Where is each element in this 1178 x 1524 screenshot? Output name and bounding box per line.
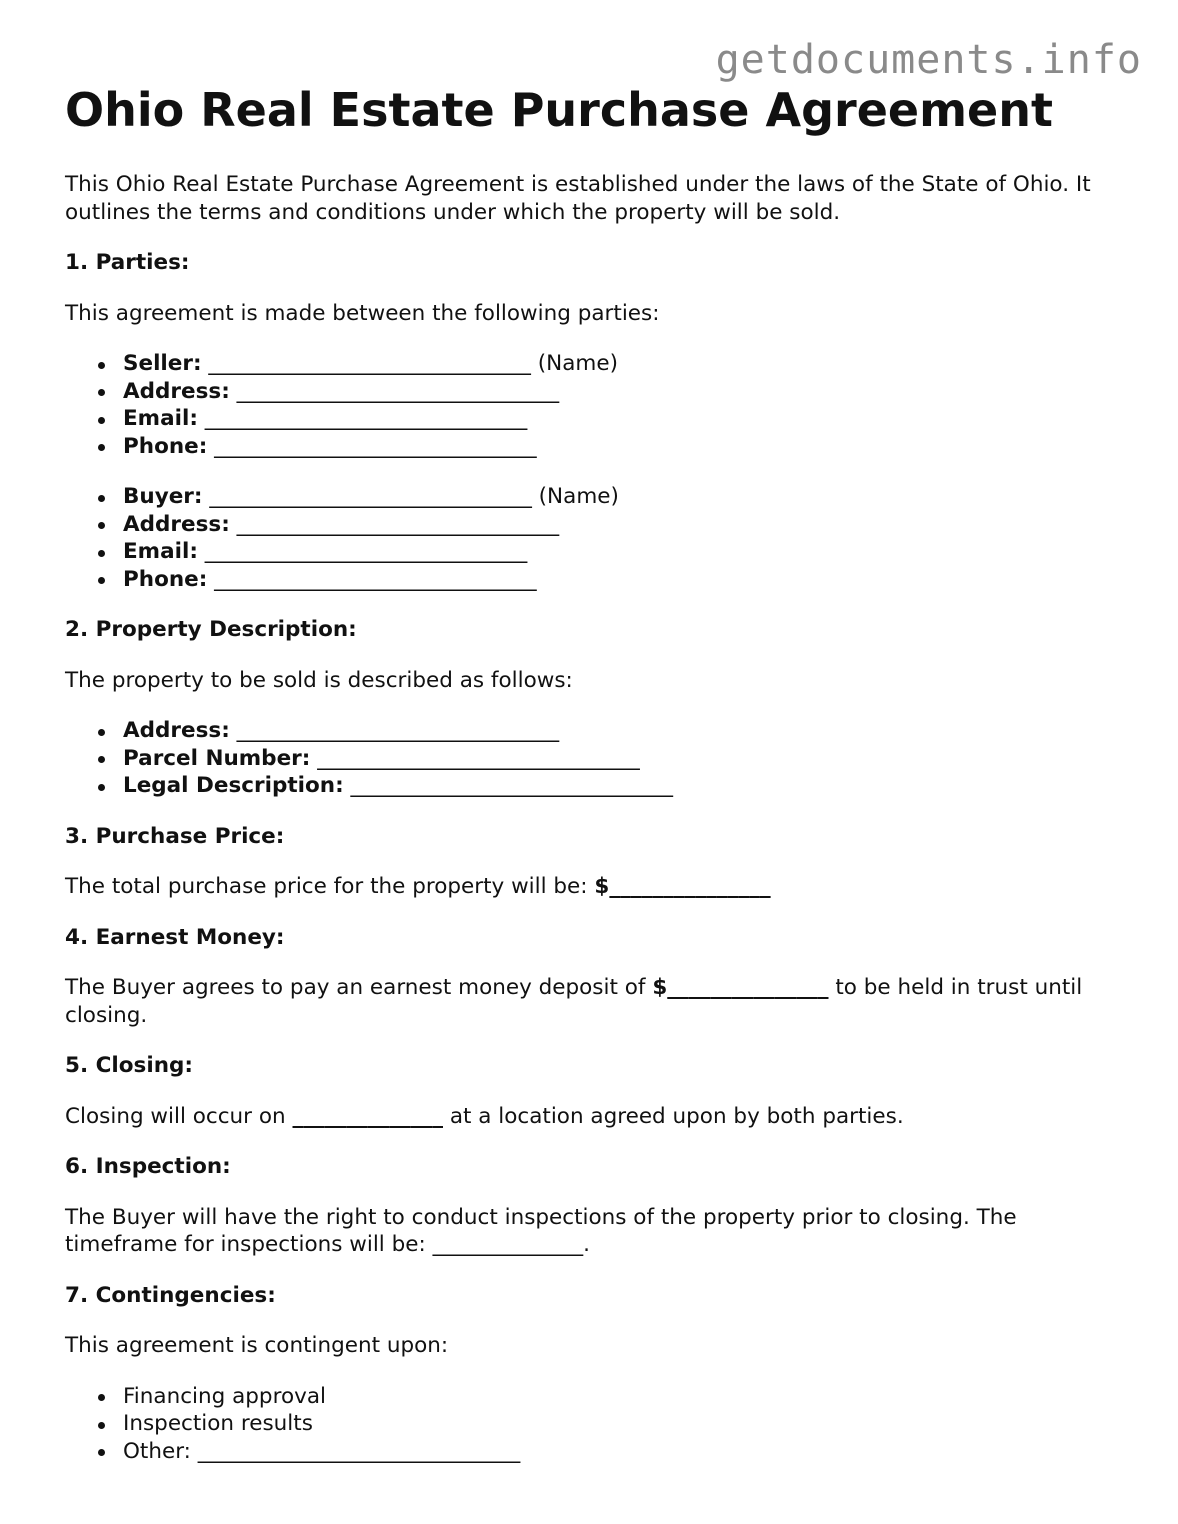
closing-date-field[interactable]: ______________ bbox=[292, 1103, 443, 1129]
closing-text-before: Closing will occur on bbox=[65, 1103, 293, 1129]
section-heading-inspection: 6. Inspection: bbox=[65, 1154, 231, 1179]
property-address-item bbox=[123, 717, 1125, 745]
seller-name-note: (Name) bbox=[537, 351, 618, 376]
buyer-email-label: Email: bbox=[123, 539, 198, 564]
closing-text-after: at a location agreed upon by both parties. bbox=[442, 1103, 904, 1129]
buyer-address-field[interactable]: ______________________________ bbox=[229, 511, 560, 537]
seller-name-field[interactable]: ______________________________ bbox=[201, 351, 538, 376]
seller-name-label: Seller: bbox=[123, 351, 202, 376]
property-list bbox=[65, 717, 1125, 800]
buyer-email-item bbox=[123, 538, 1125, 566]
parcel-number-label: Parcel Number: bbox=[123, 745, 311, 771]
inspection-paragraph: The Buyer will have the right to conduct inspections of the property prior to closing. The timeframe for inspections will be: ______________. bbox=[65, 1204, 1017, 1257]
section-heading-earnest: 4. Earnest Money: bbox=[65, 924, 285, 950]
legal-description-label: Legal Description: bbox=[123, 773, 344, 798]
seller-email-item bbox=[123, 405, 1125, 433]
seller-name-item bbox=[123, 350, 1125, 378]
legal-description-field[interactable]: ______________________________ bbox=[343, 773, 674, 798]
contingency-item: Inspection results bbox=[123, 1410, 1125, 1438]
buyer-name-label: Buyer: bbox=[123, 484, 203, 509]
price-text: The total purchase price for the property will be: bbox=[65, 874, 595, 899]
document-page bbox=[65, 84, 1125, 1465]
section-heading-price: 3. Purchase Price: bbox=[65, 823, 285, 849]
parcel-number-field[interactable]: ______________________________ bbox=[310, 745, 640, 771]
contingencies-list bbox=[65, 1383, 1125, 1466]
property-paragraph: The property to be sold is described as follows: bbox=[65, 667, 573, 693]
document-title: Ohio Real Estate Purchase Agreement bbox=[65, 83, 1053, 137]
buyer-phone-item bbox=[123, 566, 1125, 594]
seller-email-field[interactable]: ______________________________ bbox=[197, 406, 528, 431]
earnest-paragraph bbox=[65, 974, 1125, 1029]
seller-address-label: Address: bbox=[123, 378, 230, 404]
buyer-name-field[interactable]: ______________________________ bbox=[202, 484, 539, 509]
buyer-address-label: Address: bbox=[123, 511, 230, 537]
contingency-other-field[interactable]: ______________________________ bbox=[190, 1438, 521, 1464]
seller-phone-field[interactable]: ______________________________ bbox=[207, 433, 537, 459]
buyer-phone-field[interactable]: ______________________________ bbox=[207, 566, 537, 592]
buyer-name-item bbox=[123, 483, 1125, 511]
earnest-text-before: The Buyer agrees to pay an earnest money deposit of bbox=[65, 975, 653, 1000]
section-heading-closing: 5. Closing: bbox=[65, 1053, 193, 1078]
contingency-other-item bbox=[123, 1438, 1125, 1466]
watermark: getdocuments.info bbox=[715, 37, 1142, 83]
parcel-number-item bbox=[123, 745, 1125, 773]
seller-email-label: Email: bbox=[123, 406, 198, 431]
earnest-text-after: to be held in trust until closing. bbox=[65, 975, 1083, 1028]
intro-paragraph: This Ohio Real Estate Purchase Agreement is established under the laws of the State of Ohio. It outlines the terms and conditions under which the property will be sold. bbox=[65, 172, 1091, 225]
seller-phone-label: Phone: bbox=[123, 433, 208, 459]
section-heading-parties: 1. Parties: bbox=[65, 250, 190, 275]
seller-address-field[interactable]: ______________________________ bbox=[229, 378, 560, 404]
section-heading-property: 2. Property Description: bbox=[65, 617, 357, 642]
section-heading-contingencies: 7. Contingencies: bbox=[65, 1282, 276, 1308]
buyer-list bbox=[65, 483, 1125, 593]
buyer-phone-label: Phone: bbox=[123, 566, 208, 592]
price-field[interactable]: $_______________ bbox=[594, 874, 771, 899]
closing-paragraph bbox=[65, 1103, 1125, 1131]
parties-paragraph: This agreement is made between the following parties: bbox=[65, 300, 660, 326]
contingency-item: Financing approval bbox=[123, 1383, 1125, 1411]
buyer-email-field[interactable]: ______________________________ bbox=[197, 539, 528, 564]
contingencies-paragraph: This agreement is contingent upon: bbox=[65, 1333, 449, 1358]
buyer-address-item bbox=[123, 511, 1125, 539]
price-paragraph bbox=[65, 873, 1125, 901]
seller-list bbox=[65, 350, 1125, 460]
property-address-field[interactable]: ______________________________ bbox=[229, 718, 560, 743]
seller-phone-item bbox=[123, 433, 1125, 461]
earnest-field[interactable]: $_______________ bbox=[652, 975, 829, 1000]
buyer-name-note: (Name) bbox=[538, 484, 619, 509]
seller-address-item bbox=[123, 378, 1125, 406]
contingency-other-label: Other: bbox=[123, 1438, 191, 1464]
property-address-label: Address: bbox=[123, 718, 230, 743]
legal-description-item bbox=[123, 772, 1125, 800]
